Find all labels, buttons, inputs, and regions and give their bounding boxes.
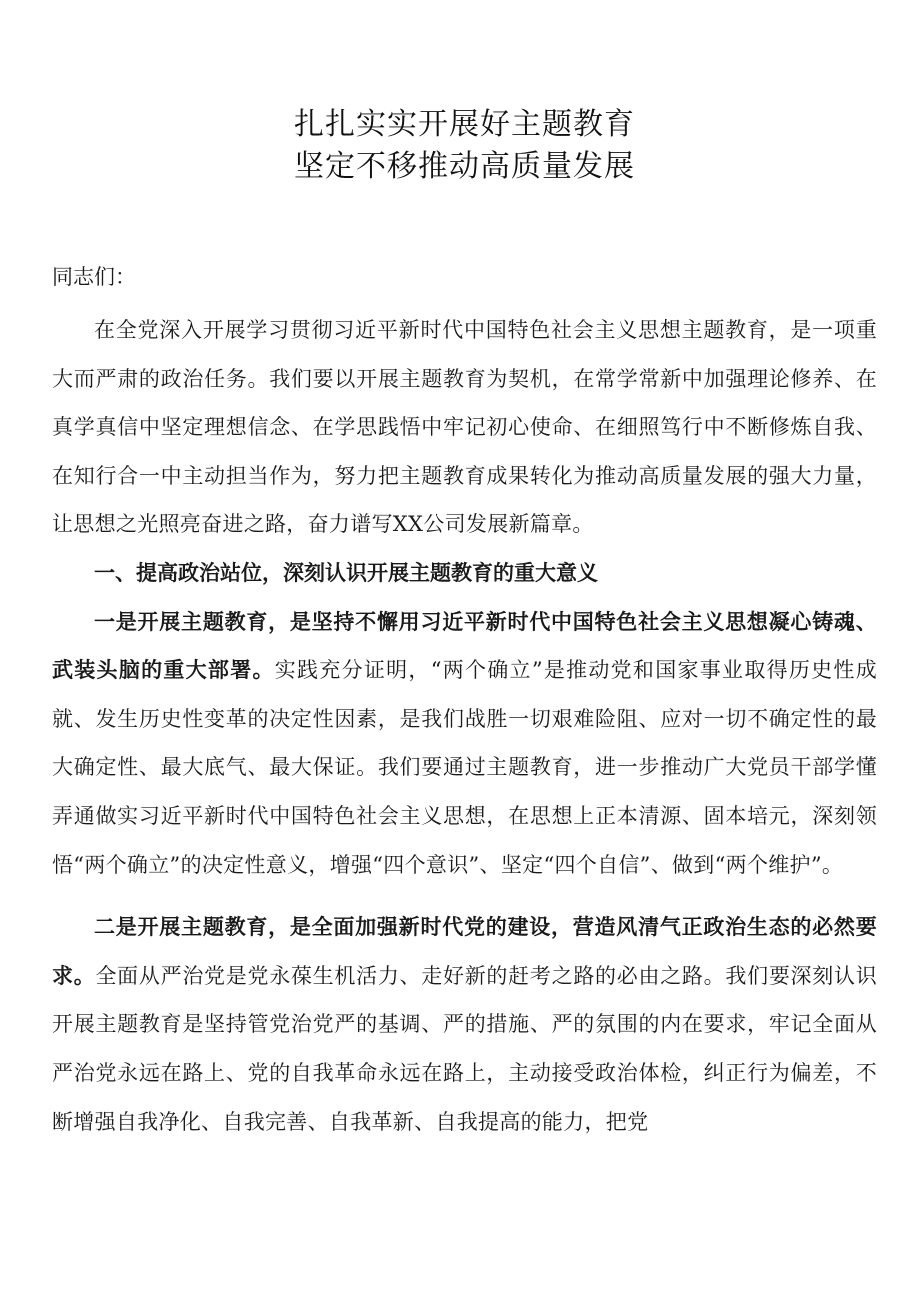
- page-title: [52, 104, 877, 188]
- section-heading-1: 一、提高政治站位，深刻认识开展主题教育的重大意义: [94, 560, 598, 585]
- point-1-paragraph: [52, 598, 877, 890]
- point-2-body: 全面从严治党是党永葆生机活力、走好新的赶考之路的必由之路。我们要深刻认识开展主题教育是坚持管党治党严的基调、严的措施、严的氛围的内在要求，牢记全面从严治党永远在路上、党的自我革命永远在路上，主动接受政治体检，纠正行为偏差，不断增强自我净化、自我完善、自我革新、自我提高的能力，把党: [52, 963, 878, 1134]
- point-2-lead: 二是开展主题教育，是全面加强新时代党的建设，营造风清气正政治生态的必然要求。: [52, 915, 877, 988]
- point-2-paragraph: [52, 903, 877, 1146]
- point-1-lead: 一是开展主题教育，是坚持不懈用习近平新时代中国特色社会主义思想凝心铸魂、武装头脑的重大部署。: [52, 609, 877, 683]
- salutation: 同志们：: [52, 265, 136, 289]
- title-line-1: 扎扎实实开展好主题教育: [294, 107, 635, 142]
- title-line-2: 坚定不移推动高质量发展: [294, 149, 635, 184]
- intro-paragraph: 在全党深入开展学习贯彻习近平新时代中国特色社会主义思想主题教育，是一项重大而严肃的政治任务。我们要以开展主题教育为契机，在常学常新中加强理论修养、在真学真信中坚定理想信念、在学思践悟中牢记初心使命、在细照笃行中不断修炼自我、在知行合一中主动担当作为，努力把主题教育成果转化为推动高质量发展的强大力量，让思想之光照亮奋进之路，奋力谱写XX公司发展新篇章。: [52, 318, 877, 537]
- point-1-body: 实践充分证明，“两个确立”是推动党和国家事业取得历史性成就、发生历史性变革的决定性因素，是我们战胜一切艰难险阻、应对一切不确定性的最大确定性、最大底气、最大保证。我们要通过主题教育，进一步推动广大党员干部学懂弄通做实习近平新时代中国特色社会主义思想，在思想上正本清源、固本培元，深刻领悟“两个确立”的决定性意义，增强“四个意识”、坚定“四个自信”、做到“两个维护”。: [52, 658, 877, 877]
